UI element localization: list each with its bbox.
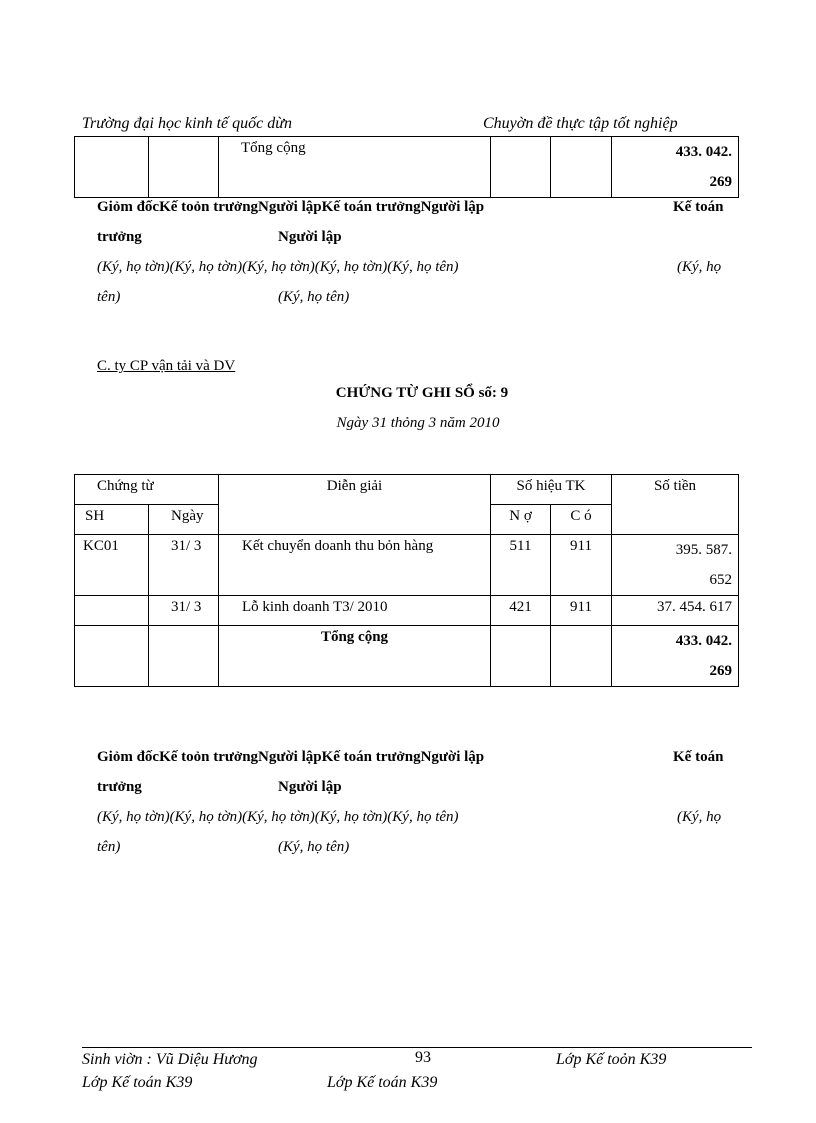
header-no: N ợ (491, 505, 551, 535)
cell-empty (75, 137, 149, 198)
cell-empty (551, 137, 612, 198)
sig1-sign-hints-cont-mid: (Ký, họ tên) (278, 289, 350, 305)
row2-ngay: 31/ 3 (149, 596, 219, 626)
row2-amount: 37. 454. 617 (612, 596, 739, 626)
footer-student: Sinh viờn : Vũ Diệu Hương (82, 1051, 258, 1068)
total-amount (612, 626, 739, 687)
sig1-titles-cont: trưởng (97, 229, 142, 245)
top-total-amount-line1: 433. 042. (675, 144, 732, 160)
footer-divider (82, 1047, 752, 1048)
cell-empty (149, 137, 219, 198)
row1-ngay: 31/ 3 (149, 535, 219, 596)
top-total-table (74, 136, 739, 198)
table-row (75, 596, 739, 626)
top-total-amount-line2: 269 (709, 174, 732, 190)
header-dien-giai: Diễn giải (219, 475, 491, 535)
sig2-titles-cont: trưởng (97, 779, 142, 795)
total-amount-line2: 269 (709, 663, 732, 679)
header-topic: Chuyờn đề thực tập tốt nghiệp (483, 115, 678, 132)
cell-empty (491, 626, 551, 687)
sig1-sign-hints: (Ký, họ tờn)(Ký, họ tờn)(Ký, họ tờn)(Ký, họ tờn)(Ký, họ tên) (97, 259, 459, 275)
total-label: Tổng cộng (219, 626, 491, 687)
sig1-sign-hints-cont: tên) (97, 289, 121, 305)
sig1-sign-hints-right: (Ký, họ (677, 259, 722, 275)
voucher-date: Ngày 31 thỏng 3 năm 2010 (336, 415, 500, 431)
cell-empty (551, 626, 612, 687)
header-chung-tu: Chứng từ (75, 475, 219, 505)
table-total-row (75, 626, 739, 687)
sig2-titles: Giỏm đốcKế toỏn trưởngNgười lậpKế toán trưởngNgười lập (97, 749, 485, 765)
top-total-amount (612, 137, 739, 198)
sig1-titles-right: Kế toán (673, 199, 724, 215)
company-name: C. ty CP vận tải và DV (97, 358, 236, 374)
row2-dien-giai: Lỗ kinh doanh T3/ 2010 (219, 596, 491, 626)
header-so-hieu-tk: Số hiệu TK (491, 475, 612, 505)
voucher-table (74, 474, 739, 687)
cell-empty (491, 137, 551, 198)
top-total-label: Tổng cộng (219, 137, 491, 198)
footer-class-left: Lớp Kế toán K39 (82, 1074, 193, 1091)
row2-no: 421 (491, 596, 551, 626)
footer-class-right: Lớp Kế toỏn K39 (556, 1051, 667, 1068)
cell-empty (149, 626, 219, 687)
total-amount-line1: 433. 042. (675, 633, 732, 649)
row1-amount-line2: 652 (709, 572, 732, 588)
sig2-sign-hints-cont: tên) (97, 839, 121, 855)
row1-no: 511 (491, 535, 551, 596)
sig2-titles-right: Kế toán (673, 749, 724, 765)
header-ngay: Ngày (149, 505, 219, 535)
header-co: C ó (551, 505, 612, 535)
sig2-sign-hints: (Ký, họ tờn)(Ký, họ tờn)(Ký, họ tờn)(Ký, họ tờn)(Ký, họ tên) (97, 809, 459, 825)
row1-sh: KC01 (75, 535, 149, 596)
row2-co: 911 (551, 596, 612, 626)
row1-co: 911 (551, 535, 612, 596)
footer-page-number: 93 (415, 1049, 431, 1066)
cell-empty (75, 626, 149, 687)
sig2-sign-hints-cont-mid: (Ký, họ tên) (278, 839, 350, 855)
row1-dien-giai: Kết chuyển doanh thu bỏn hàng (219, 535, 491, 596)
footer-class-mid: Lớp Kế toán K39 (327, 1074, 438, 1091)
sig1-titles: Giỏm đốcKế toỏn trưởngNgười lậpKế toán trưởngNgười lập (97, 199, 485, 215)
row1-amount (612, 535, 739, 596)
sig2-titles-cont-mid: Người lập (278, 779, 342, 795)
sig1-titles-cont-mid: Người lập (278, 229, 342, 245)
header-school: Trường đại học kinh tế quốc dừn (82, 115, 292, 132)
table-row (75, 535, 739, 596)
row1-amount-line1: 395. 587. (675, 542, 732, 558)
header-so-tien: Số tiền (612, 475, 739, 535)
sig2-sign-hints-right: (Ký, họ (677, 809, 722, 825)
header-sh: SH (75, 505, 149, 535)
row2-sh (75, 596, 149, 626)
voucher-title: CHỨNG TỪ GHI SỔ số: 9 (335, 385, 509, 401)
